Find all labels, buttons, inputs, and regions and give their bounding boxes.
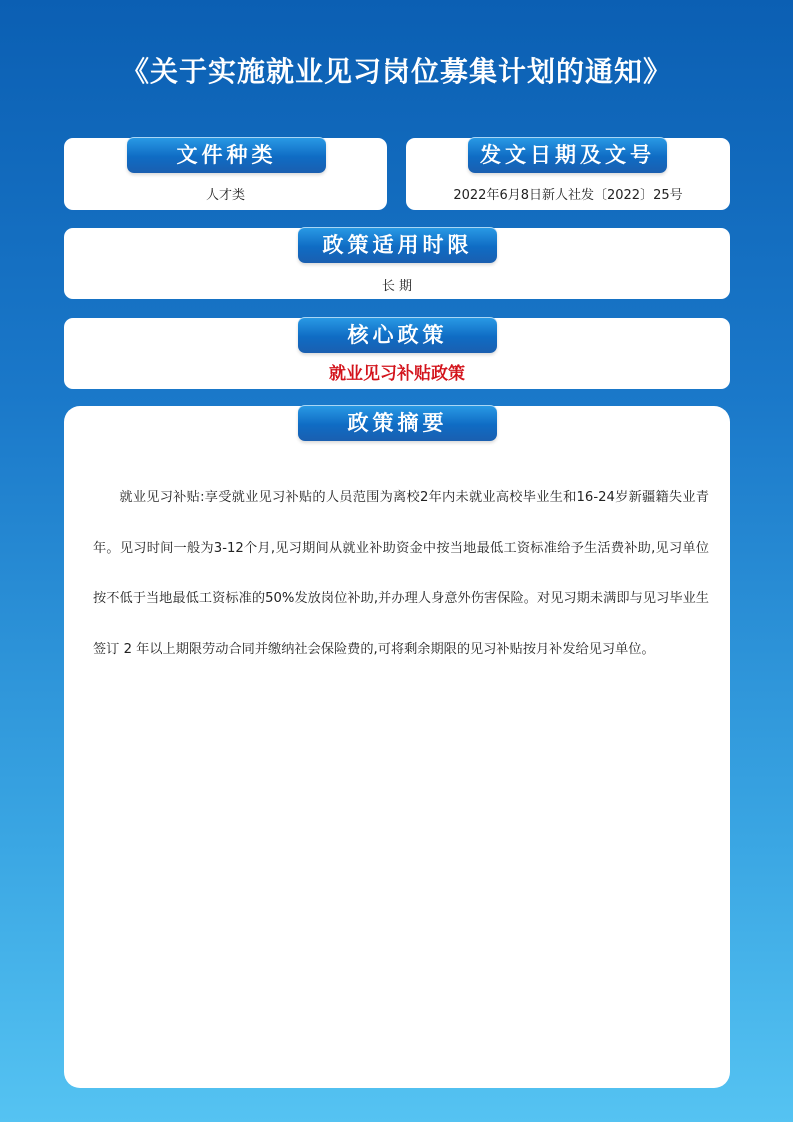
doc-type-label: 文件种类 <box>127 137 326 173</box>
period-value: 长 期 <box>381 279 413 294</box>
document-title: 《关于实施就业见习岗位募集计划的通知》 <box>120 55 672 88</box>
summary-text: 就业见习补贴:享受就业见习补贴的人员范围为离校2年内未就业高校毕业生和16-24岁新疆籍失业青年。见习时间一般为3-12个月,见习期间从就业补助资金中按当地最低工资标准给予生活费补助,见习单位按不低于当地最低工资标准的50%发放岗位补助,并办理人身意外伤害保险。对见习期未满即与见习毕业生签订 2 年以上期限劳动合同并缴纳社会保险费的,可将剩余期限的见习补贴按月补发给见习单位。 <box>93 490 709 657</box>
core-policy-value: 就业见习补贴政策 <box>329 364 465 384</box>
summary-label: 政策摘要 <box>298 405 497 441</box>
date-number-label: 发文日期及文号 <box>468 137 667 173</box>
date-number-value: 2022年6月8日新人社发〔2022〕25号 <box>453 188 683 203</box>
core-policy-label: 核心政策 <box>298 317 497 353</box>
period-label: 政策适用时限 <box>298 227 497 263</box>
doc-type-value: 人才类 <box>205 188 245 203</box>
